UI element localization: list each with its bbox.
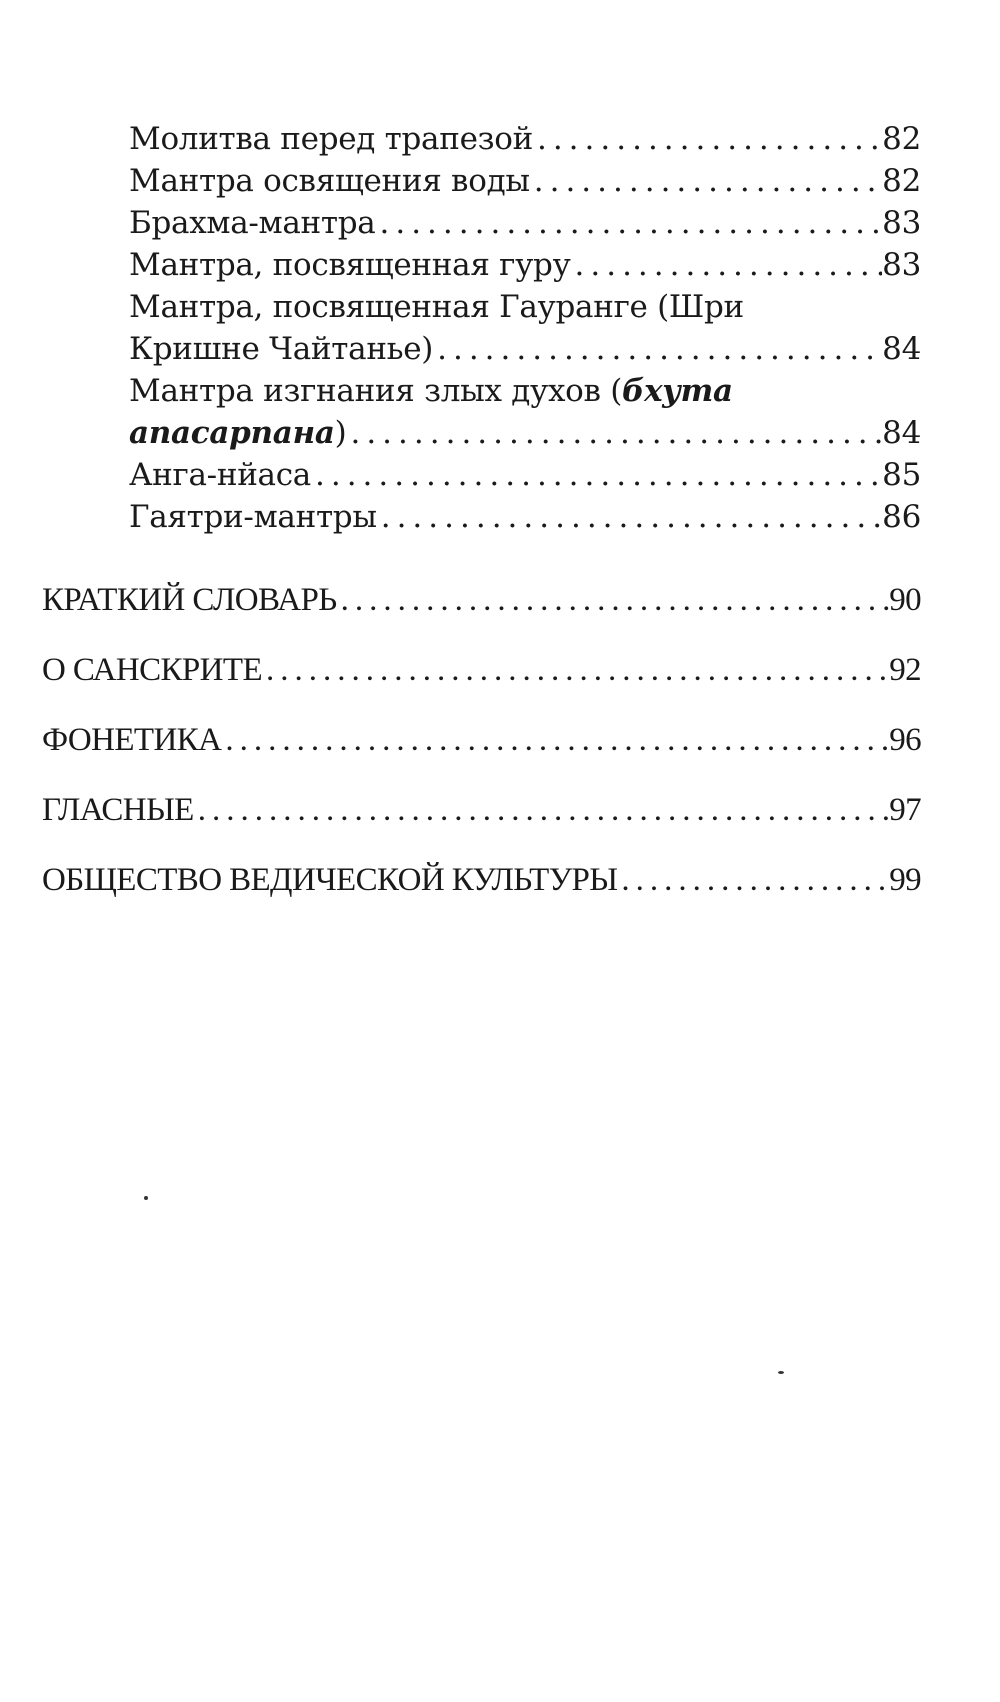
toc-entry-page: 83 — [882, 205, 921, 241]
dot-leader — [337, 565, 890, 635]
dot-leader — [433, 328, 882, 370]
toc-section-entry[interactable] — [42, 705, 921, 775]
toc-section-page: 99 — [889, 862, 921, 898]
print-speck — [778, 1371, 784, 1374]
toc-entry-page: 86 — [882, 499, 921, 535]
toc-entry-title-line1: Мантра, посвященная Гауранге (Шри — [129, 289, 744, 325]
toc-section-page: 97 — [889, 792, 921, 828]
toc-section-title: О САНСКРИТЕ — [42, 652, 263, 688]
toc-entry-title: Молитва перед трапезой — [129, 121, 533, 157]
toc-entry-bhuta[interactable] — [129, 370, 921, 454]
toc-entry-page: 83 — [882, 247, 921, 283]
toc-entry-page: 84 — [882, 415, 921, 451]
toc-section-title: ГЛАСНЫЕ — [42, 792, 194, 828]
toc-entry-term: бхута — [622, 373, 733, 409]
toc-section-entry[interactable] — [42, 565, 921, 635]
toc-entry-term: апасарпана — [129, 415, 335, 451]
dot-leader — [262, 635, 889, 705]
dot-leader — [571, 244, 883, 286]
toc-entry-title: Брахма-мантра — [129, 205, 376, 241]
toc-entry-gauranga[interactable] — [129, 286, 921, 370]
toc-section-title: ФОНЕТИКА — [42, 722, 222, 758]
toc-subsection-list — [129, 118, 921, 538]
toc-entry[interactable] — [129, 202, 921, 244]
toc-entry[interactable] — [129, 454, 921, 496]
dot-leader — [194, 775, 889, 845]
toc-entry-title-line2: Кришне Чайтанье) — [129, 331, 434, 367]
dot-leader — [376, 202, 883, 244]
toc-section-entry[interactable] — [42, 845, 921, 915]
toc-entry[interactable] — [129, 244, 921, 286]
toc-entry-page: 82 — [882, 163, 921, 199]
toc-entry-title-prefix: Мантра изгнания злых духов ( — [129, 373, 622, 409]
toc-entry-title-line2 — [129, 412, 346, 454]
dot-leader — [617, 845, 889, 915]
toc-entry-title-line1 — [129, 370, 921, 412]
toc-entry-title-suffix: ) — [334, 415, 347, 451]
toc-main-list — [42, 565, 921, 915]
dot-leader — [221, 705, 889, 775]
toc-section-entry[interactable] — [42, 635, 921, 705]
dot-leader — [311, 454, 882, 496]
toc-entry-title: Мантра, посвященная гуру — [129, 247, 571, 283]
toc-section-page: 92 — [889, 652, 921, 688]
dot-leader — [346, 412, 882, 454]
toc-entry-page: 82 — [882, 121, 921, 157]
toc-entry-title: Анга-нйаса — [129, 457, 311, 493]
dot-leader — [530, 160, 882, 202]
dot-leader — [533, 118, 882, 160]
toc-section-title: КРАТКИЙ СЛОВАРЬ — [42, 582, 337, 618]
toc-entry-title: Мантра освящения воды — [129, 163, 530, 199]
toc-entry-page: 85 — [882, 457, 921, 493]
toc-entry-page: 84 — [882, 331, 921, 367]
toc-section-entry[interactable] — [42, 775, 921, 845]
print-speck — [144, 1196, 148, 1200]
dot-leader — [377, 496, 882, 538]
toc-section-page: 90 — [889, 582, 921, 618]
toc-section-page: 96 — [889, 722, 921, 758]
toc-entry-title: Гаятри-мантры — [129, 499, 377, 535]
toc-section-title: ОБЩЕСТВО ВЕДИЧЕСКОЙ КУЛЬТУРЫ — [42, 862, 618, 898]
toc-entry[interactable] — [129, 118, 921, 160]
toc-entry[interactable] — [129, 160, 921, 202]
toc-entry[interactable] — [129, 496, 921, 538]
